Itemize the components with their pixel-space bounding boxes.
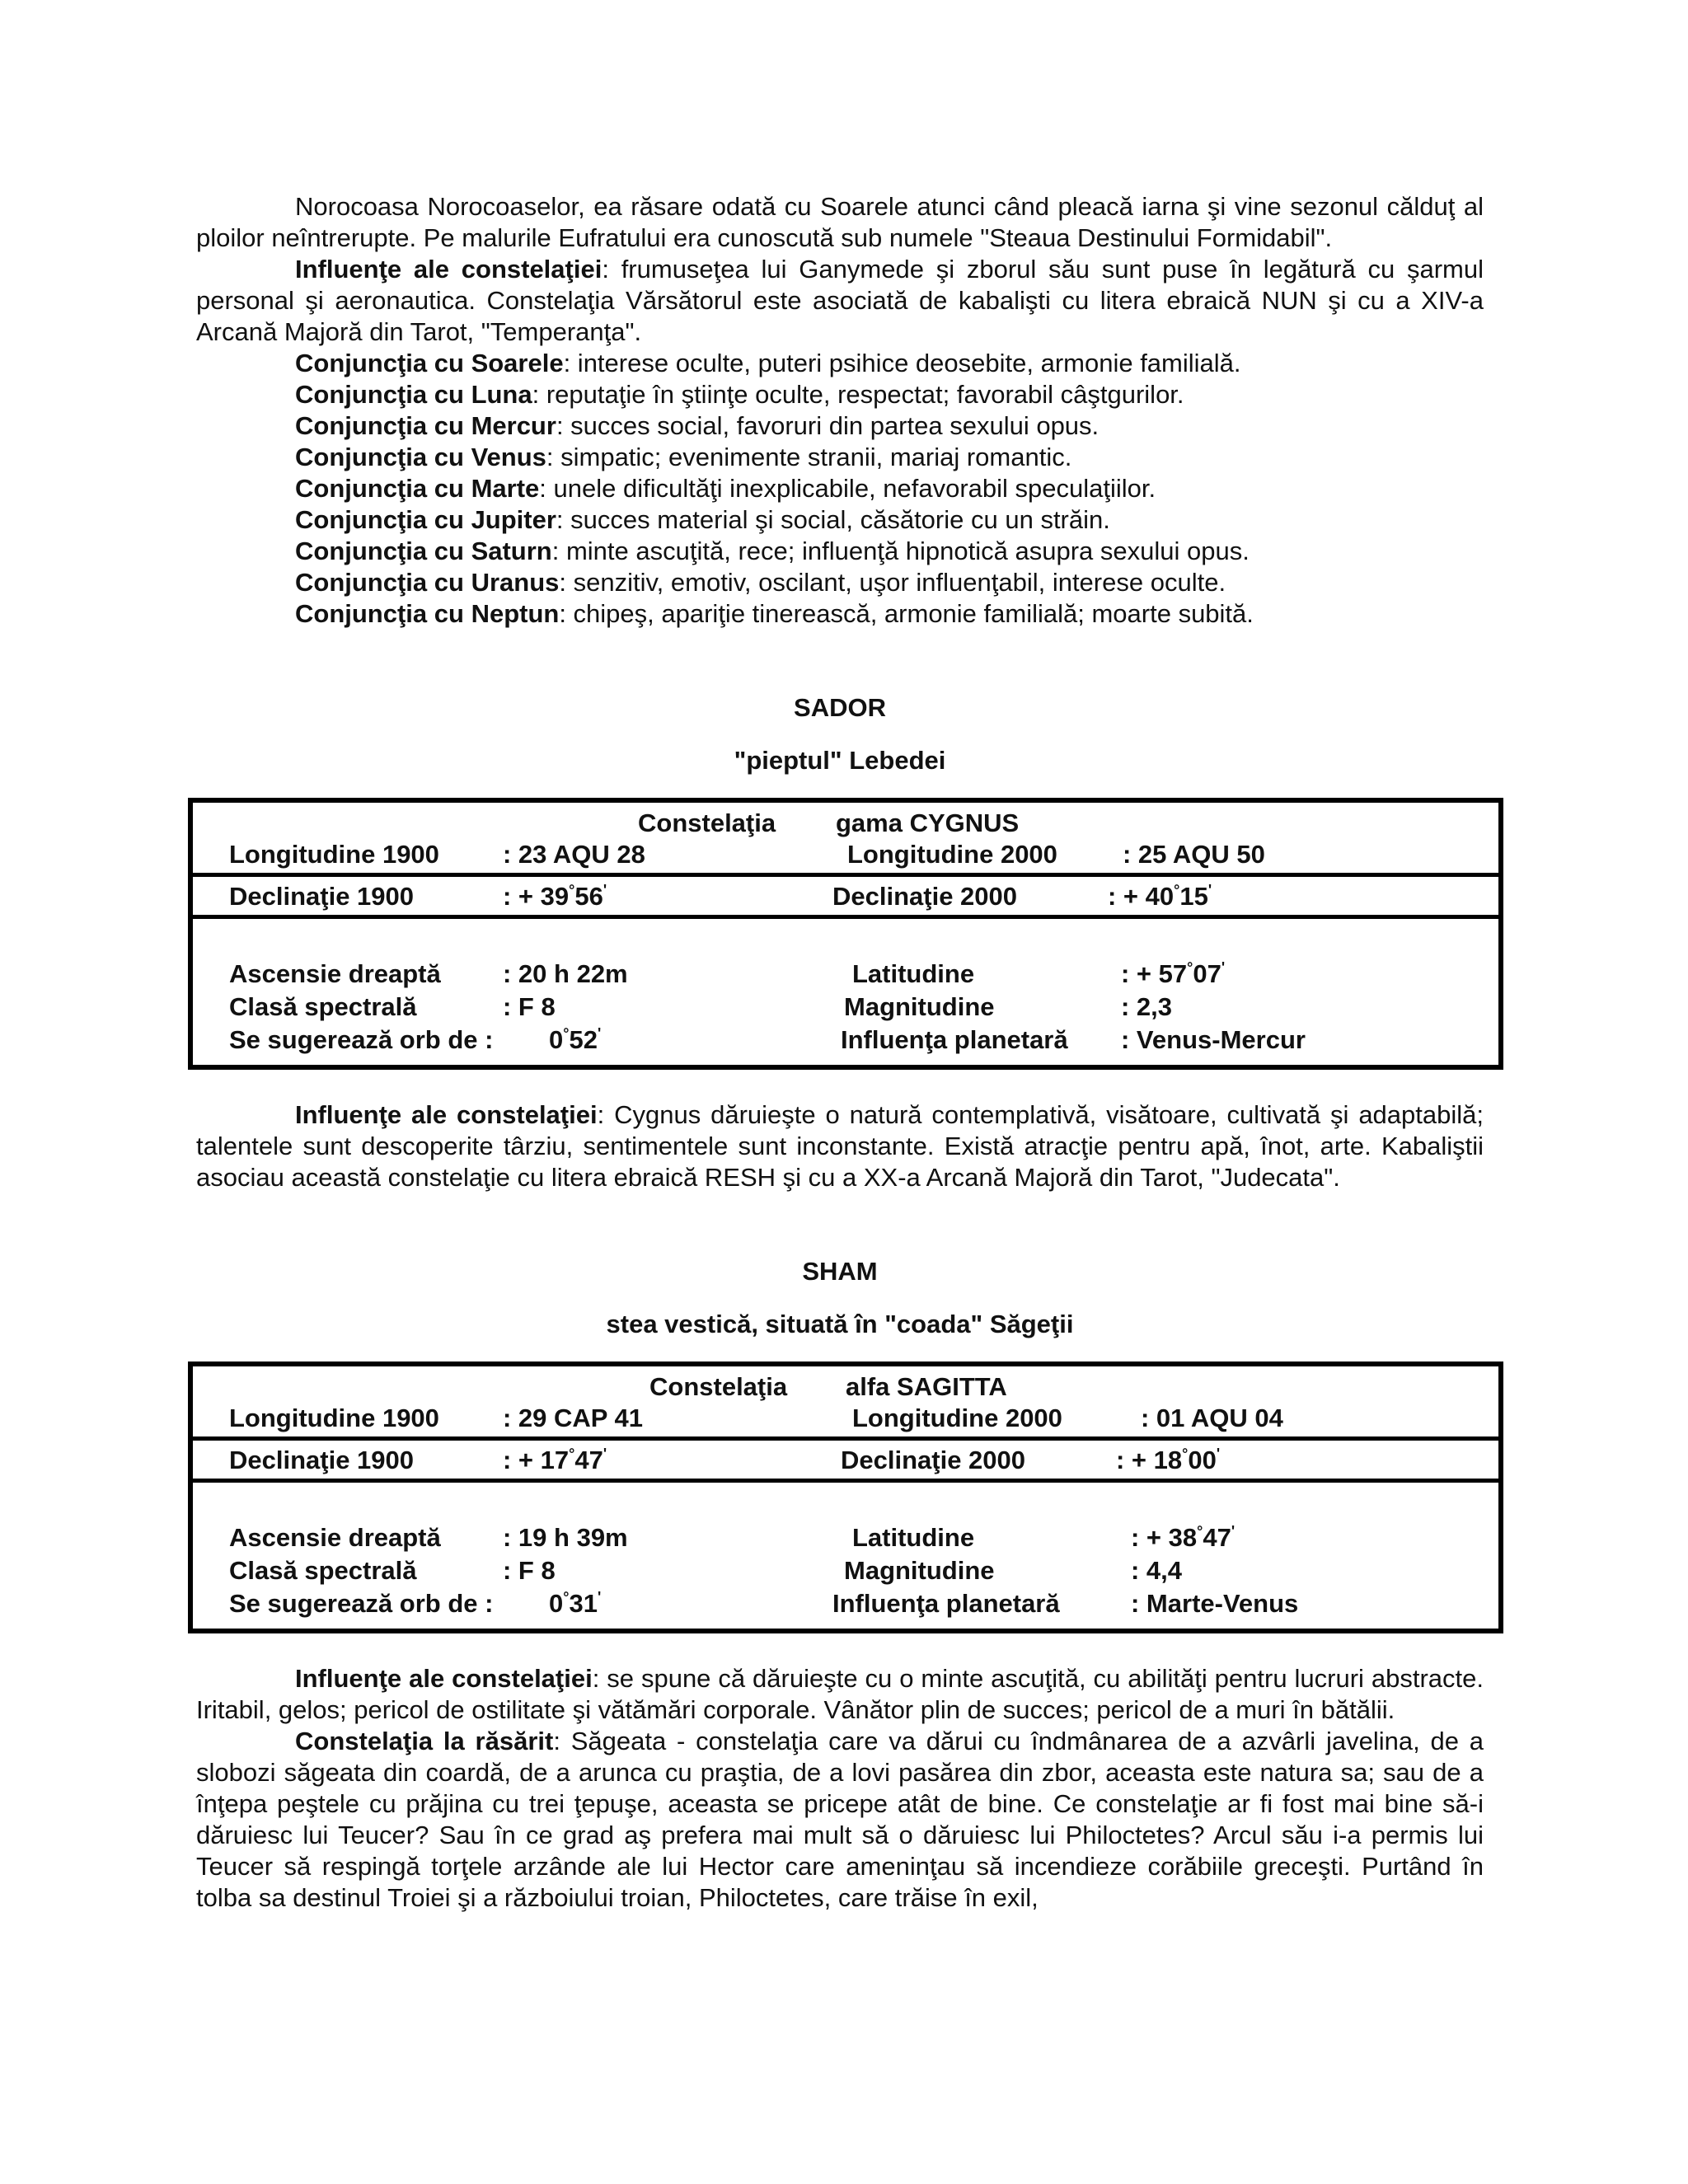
influence-label: Influenţe ale constelaţiei [295,255,603,284]
planetary-influence-value: : Marte-Venus [1131,1589,1299,1618]
constellation-label: Constelaţia [649,1372,788,1401]
right-ascension-label: Ascensie dreaptă [229,1523,441,1552]
declination-1900-label: Declinaţie 1900 [229,1446,415,1474]
magnitude-value: : 4,4 [1131,1556,1183,1585]
constellation-label: Constelaţia [638,808,776,837]
conjunction-item [196,379,1484,410]
conjunction-label: Conjuncţia cu Saturn [295,537,552,565]
longitude-1900-label: Longitudine 1900 [229,840,439,869]
planetary-influence-label: Influenţa planetară [832,1589,1060,1618]
conjunction-text: : interese oculte, puteri psihice deosebite, armonie familială. [563,349,1241,377]
longitude-1900-value: : 23 AQU 28 [503,840,645,869]
longitude-2000-value: : 25 AQU 50 [1123,840,1265,869]
intro-paragraph: Norocoasa Norocoaselor, ea răsare odată cu Soarele atunci când pleacă iarna şi vine sezonul călduţ al ploilor neîntrerupte. Pe malurile Eufratului era cunoscută sub numele "Steaua Destinului Formidabil". [196,192,1484,252]
sham-longitude-row [193,1366,1498,1441]
declination-1900-value: : + 17°47' [503,1446,607,1474]
planetary-influence-value: : Venus-Mercur [1121,1025,1306,1054]
spectral-class-value: : F 8 [503,992,556,1021]
latitude-label: Latitudine [852,959,975,988]
conjunction-list [196,348,1484,630]
conjunction-label: Conjuncţia cu Soarele [295,349,564,377]
conjunction-item [196,473,1484,504]
conjunction-text: : unele dificultăţi inexplicabile, nefavorabil speculaţiilor. [539,474,1156,503]
longitude-1900-label: Longitudine 1900 [229,1404,439,1432]
conjunction-text: : simpatic; evenimente stranii, mariaj romantic. [546,443,1072,471]
intro-influence-paragraph [196,254,1484,348]
sham-properties-row [193,1483,1498,1629]
conjunction-item [196,410,1484,442]
spectral-class-label: Clasă spectrală [229,1556,417,1585]
orb-label: Se sugerează orb de : [229,1589,494,1618]
conjunction-text: : succes social, favoruri din partea sexului opus. [556,411,1100,440]
conjunction-text: : senzitiv, emotiv, oscilant, uşor influenţabil, interese oculte. [559,568,1226,597]
latitude-label: Latitudine [852,1523,975,1552]
sador-data-table [188,798,1503,1070]
influence-text: : frumuseţea lui Ganymede şi zborul său sunt puse în legătură cu şarmul personal şi aeronautica. Constelaţia Vărsătorul este asociată de kabalişti cu litera ebraică NUN şi cu a XIV-a Arcană Majoră din Tarot, "Temperanţa". [196,255,1484,346]
conjunction-label: Conjuncţia cu Uranus [295,568,560,597]
planetary-influence-label: Influenţa planetară [841,1025,1068,1054]
right-ascension-label: Ascensie dreaptă [229,959,441,988]
spectral-class-value: : F 8 [503,1556,556,1585]
conjunction-item [196,442,1484,473]
declination-2000-label: Declinaţie 2000 [832,882,1018,911]
longitude-2000-label: Longitudine 2000 [847,840,1057,869]
sham-subtitle: stea vestică, situată în "coada" Săgeţii [606,1310,1074,1338]
conjunction-label: Conjuncţia cu Mercur [295,411,556,440]
conjunction-text: : reputaţie în ştiinţe oculte, respectat; favorabil câştgurilor. [532,380,1184,409]
sham-data-table [188,1361,1503,1633]
magnitude-label: Magnitudine [844,992,995,1021]
sador-title: SADOR [794,693,886,722]
orb-label: Se sugerează orb de : [229,1025,494,1054]
conjunction-label: Conjuncţia cu Luna [295,380,532,409]
document-page [196,191,1484,1914]
declination-2000-value: : + 18°00' [1116,1446,1221,1474]
conjunction-label: Conjuncţia cu Venus [295,443,546,471]
right-ascension-value: : 19 h 39m [503,1523,628,1552]
spectral-class-label: Clasă spectrală [229,992,417,1021]
declination-2000-value: : + 40°15' [1108,882,1212,911]
sham-declination-row [193,1441,1498,1483]
magnitude-label: Magnitudine [844,1556,995,1585]
declination-2000-label: Declinaţie 2000 [841,1446,1026,1474]
declination-1900-label: Declinaţie 1900 [229,882,415,911]
conjunction-text: : chipeş, apariţie tinerească, armonie familială; moarte subită. [559,599,1254,628]
conjunction-item [196,598,1484,630]
longitude-2000-value: : 01 AQU 04 [1141,1404,1283,1432]
orb-value: 0°52' [549,1025,602,1054]
right-ascension-value: : 20 h 22m [503,959,628,988]
conjunction-item [196,504,1484,536]
conjunction-text: : minte ascuţită, rece; influenţă hipnotică asupra sexului opus. [551,537,1250,565]
constellation-value: gama CYGNUS [836,808,1020,837]
sham-influence-paragraph: Influenţe ale constelaţiei: se spune că dăruieşte cu o minte ascuţită, cu abilităţi pentru lucruri abstracte. Iritabil, gelos; pericol de ostilitate şi vătămări corporale. Vânător plin de succes; pericol de a muri în bătălii. [196,1664,1484,1724]
orb-value: 0°31' [549,1589,602,1618]
sador-influence-paragraph: Influenţe ale constelaţiei: Cygnus dăruieşte o natură contemplativă, visătoare, cultivată şi adaptabilă; talentele sunt descoperite târziu, sentimentele sunt inconstante. Există atracţie pentru apă, înot, arte. Kabaliştii asociau această constelaţie cu litera ebraică RESH şi cu a XX-a Arcană Majoră din Tarot, "Judecata". [196,1100,1484,1192]
sador-subtitle: "pieptul" Lebedei [734,746,946,775]
sham-title: SHAM [802,1257,878,1286]
conjunction-item [196,348,1484,379]
conjunction-item [196,567,1484,598]
conjunction-label: Conjuncţia cu Neptun [295,599,560,628]
sham-rising-paragraph: Constelaţia la răsărit: Săgeata - constelaţia care va dărui cu îndmânarea de a azvârli javelina, de a slobozi săgeata din coardă, de a arunca cu praştia, de a lovi pasărea din zbor, aceasta este natura sa; sau de a înţepa peştele cu prăjina cu trei ţepuşe, aceasta se pricepe atât de bine. Ce constelaţie ar fi fost mai bine să-i dăruiesc lui Teucer? Sau în ce grad aş prefera mai mult să o dăruiesc lui Philoctetes? Arcul său i-a permis lui Teucer să respingă torţele arzânde ale lui Hector care ameninţau să incendieze corăbiile greceşti. Purtând în tolba sa destinul Troiei şi a războiului troian, Philoctetes, care trăise în exil, [196,1727,1484,1912]
longitude-2000-label: Longitudine 2000 [852,1404,1062,1432]
constellation-value: alfa SAGITTA [846,1372,1007,1401]
conjunction-item [196,536,1484,567]
sador-longitude-row [193,803,1498,877]
conjunction-text: : succes material şi social, căsătorie cu un străin. [556,505,1110,534]
magnitude-value: : 2,3 [1121,992,1173,1021]
declination-1900-value: : + 39°56' [503,882,607,911]
conjunction-label: Conjuncţia cu Marte [295,474,540,503]
longitude-1900-value: : 29 CAP 41 [503,1404,644,1432]
sador-declination-row [193,877,1498,919]
latitude-value: : + 57°07' [1121,959,1226,988]
latitude-value: : + 38°47' [1131,1523,1236,1552]
sador-properties-row [193,919,1498,1065]
conjunction-label: Conjuncţia cu Jupiter [295,505,556,534]
